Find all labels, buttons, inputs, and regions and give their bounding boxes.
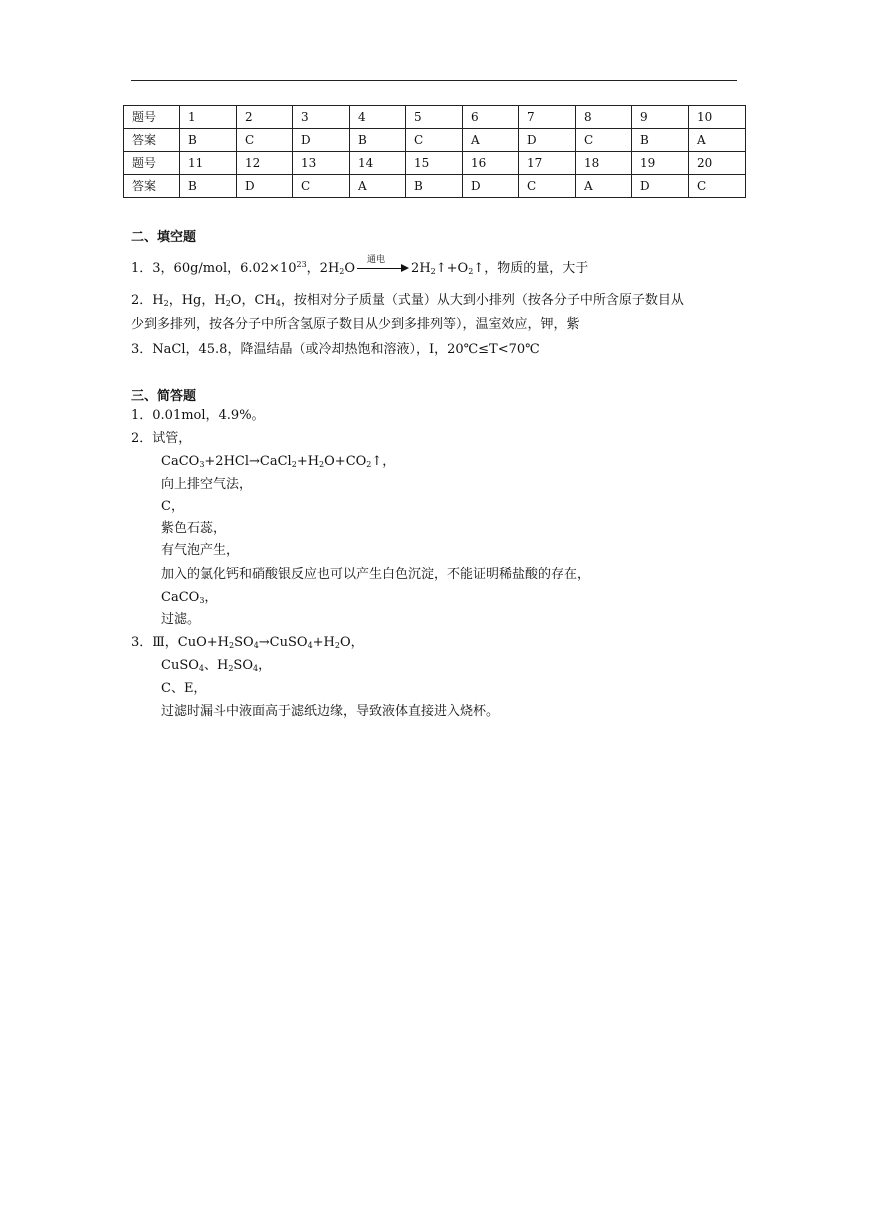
short-answer-2-operation: 过滤。 [161,612,201,627]
table-cell: 7 [519,106,576,129]
table-cell: C [237,129,293,152]
fill-in-answer-2-line-2: 少到多排列，按各分子中所含氢原子数目从少到多排列等），温室效应，钾，紫 [131,317,580,332]
section-title-short-answer: 三、简答题 [131,389,197,404]
table-cell: B [180,175,237,198]
short-answer-2-head: 2．试管， [131,431,192,446]
header-rule [131,80,737,81]
short-answer-2-choice: C， [161,499,184,514]
arrow-condition-label: 通电 [367,255,386,265]
short-answer-2-reagent: CaCO$_3$， [161,590,218,605]
table-cell: C [406,129,463,152]
short-answer-1: 1．0.01mol，4.9%。 [131,408,265,423]
table-cell: C [293,175,350,198]
table-cell: 6 [463,106,519,129]
table-cell: A [576,175,632,198]
short-answer-3-solutes: CuSO$_4$、$H_2SO_4$， [161,658,272,673]
table-cell: B [406,175,463,198]
short-answer-2-explanation: 加入的氯化钙和硝酸银反应也可以产生白色沉淀，不能证明稀盐酸的存在， [161,567,591,582]
table-cell: 12 [237,152,293,175]
table-cell: 19 [632,152,689,175]
table-cell: 2 [237,106,293,129]
table-cell: B [350,129,406,152]
section-title-fill-in: 二、填空题 [131,230,197,245]
table-cell: D [632,175,689,198]
table-cell: 3 [293,106,350,129]
row-label-cell: 答案 [124,175,180,198]
table-cell: 5 [406,106,463,129]
table-cell: D [237,175,293,198]
table-row [124,106,746,129]
table-row [124,175,746,198]
table-cell: C [689,175,746,198]
answer-table [123,105,746,198]
table-row [124,152,746,175]
table-cell: 10 [689,106,746,129]
table-cell: 15 [406,152,463,175]
table-cell: 4 [350,106,406,129]
table-cell: A [463,129,519,152]
short-answer-2-observation: 有气泡产生， [161,543,240,558]
short-answer-2-equation: $CaCO_3+2HCl\to CaCl_2+H_2O+CO_2↑$， [161,454,396,469]
table-cell: A [689,129,746,152]
table-cell: 18 [576,152,632,175]
table-cell: C [519,175,576,198]
table-cell: 9 [632,106,689,129]
table-cell: 14 [350,152,406,175]
fill-in-answer-1: 1．3，60g/mol，$6.02\times 10^{23}$，$2H_2O$ 通电 $2H_2↑+O_2↑$，物质的量，大于 [131,260,588,278]
short-answer-2-indicator: 紫色石蕊， [161,521,227,536]
table-cell: A [350,175,406,198]
table-cell: 1 [180,106,237,129]
table-cell: B [632,129,689,152]
table-cell: B [180,129,237,152]
short-answer-2-collection: 向上排空气法， [161,477,253,492]
fill-in-answer-3: 3．NaCl，45.8，降温结晶（或冷却热饱和溶液），I，20℃≤T<70℃ [131,342,540,357]
row-label-cell: 题号 [124,152,180,175]
table-cell: D [463,175,519,198]
short-answer-3-choice: C、E， [161,681,207,696]
table-row [124,129,746,152]
table-cell: 16 [463,152,519,175]
short-answer-3-head: 3．Ⅲ，$CuO+H_2SO_4\to CuSO_4+H_2O$， [131,635,364,650]
table-cell: D [519,129,576,152]
row-label-cell: 题号 [124,106,180,129]
table-cell: D [293,129,350,152]
table-cell: 17 [519,152,576,175]
table-cell: 20 [689,152,746,175]
table-cell: 13 [293,152,350,175]
table-cell: 11 [180,152,237,175]
short-answer-3-reason: 过滤时漏斗中液面高于滤纸边缘，导致液体直接进入烧杯。 [161,704,500,719]
table-cell: C [576,129,632,152]
row-label-cell: 答案 [124,129,180,152]
reaction-arrow-icon [355,255,411,274]
fill-in-answer-2-line-1: 2．$H_2$，Hg，$H_2O$，$CH_4$，按相对分子质量（式量）从大到小排列（按各分子中所含原子数目从 [131,293,684,308]
table-cell: 8 [576,106,632,129]
